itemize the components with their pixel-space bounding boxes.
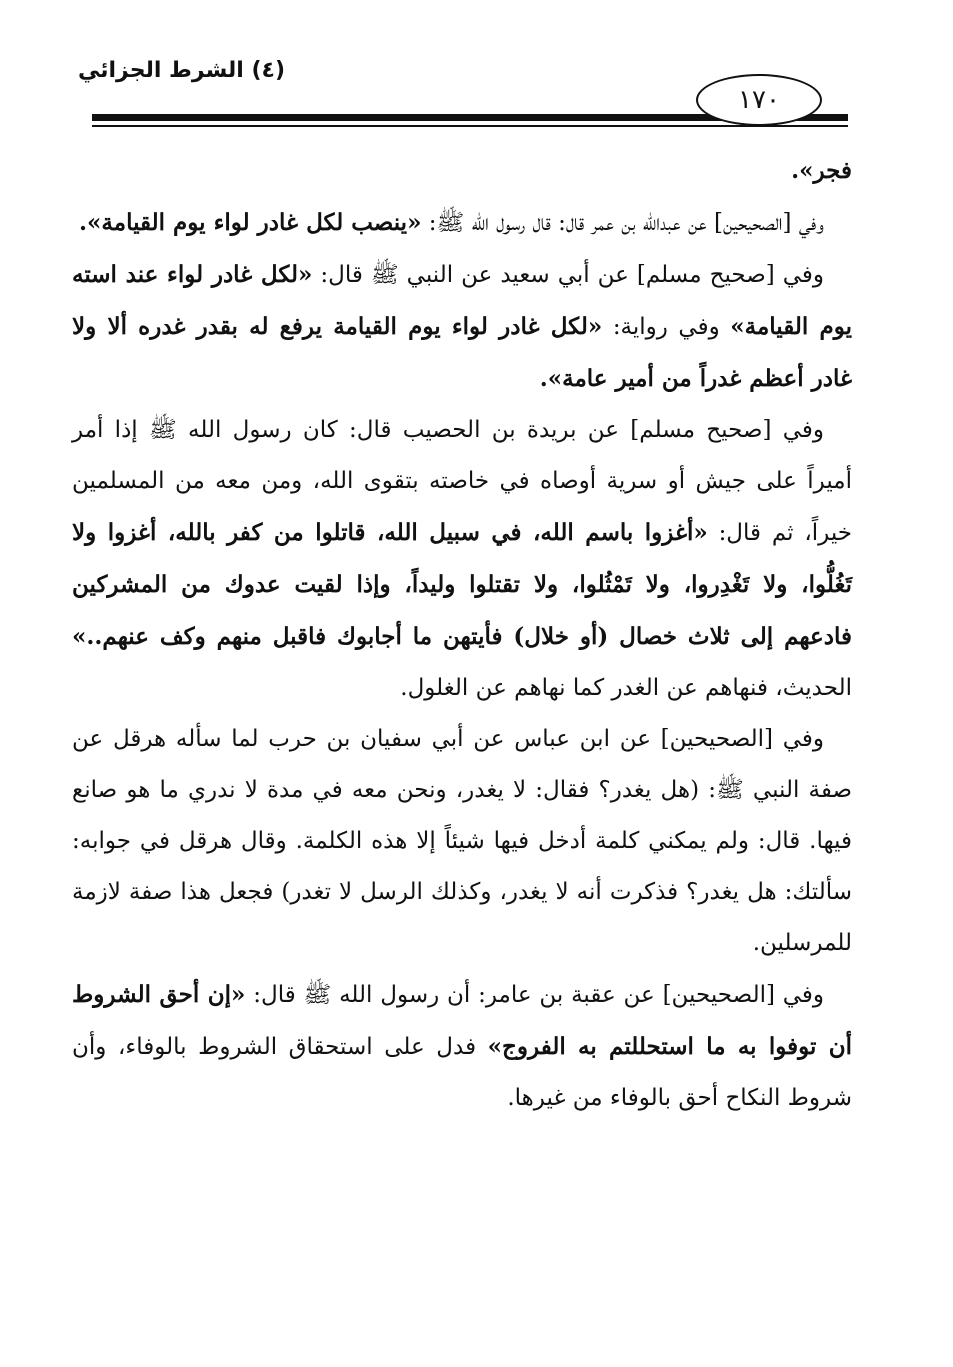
running-title: (٤) الشرط الجزائي (78, 58, 285, 83)
paragraph-3-hadith-1: «لكل غادر لواء عند استه يوم القيامة» (72, 261, 852, 340)
paragraph-5-text: وفي [الصحيحين] عن ابن عباس عن أبي سفيان بن حرب لما سأله هرقل عن صفة النبي ﷺ: (هل يغدر؟ فقال: لا يغدر، ونحن معه في مدة لا ندري ما هو صانع فيها. قال: ولم يمكني كلمة أدخل فيها شيئاً إلا هذه الكلمة. وقال هرقل في جوابه: سألتك: هل يغدر؟ فذكرت أنه لا يغدر، وكذلك الرسل لا تغدر) فجعل هذا صفة لازمة للمرسلين. (72, 726, 852, 956)
paragraph-4-text: وفي [صحيح مسلم] عن بريدة بن الحصيب قال: كان رسول الله ﷺ إذا أمر أميراً على جيش أو سرية أوصاه في خاصته بتقوى الله، ومن معه من المسلمين خيراً، ثم قال: (72, 417, 853, 546)
paragraph-1-text: فجر». (791, 157, 852, 184)
paragraph-3-hadith-2: «لكل غادر لواء يوم القيامة يرفع له بقدر غدره ألا ولا غادر أعظم غدراً من أمير عامة». (72, 313, 852, 392)
paragraph-5 (72, 714, 852, 969)
paragraph-4-after: الحديث، فنهاهم عن الغدر كما نهاهم عن الغلول. (400, 675, 852, 701)
paragraph-2 (72, 197, 852, 249)
paragraph-3-mid: وفي رواية: (612, 314, 720, 340)
page-number: ١٧٠ (696, 74, 822, 126)
header-rule-thin (92, 125, 848, 127)
paragraph-6-hadith: «إن أحق الشروط أن توفوا به ما استحللتم به الفروج» (72, 981, 852, 1060)
paragraph-3 (72, 249, 852, 405)
paragraph-6 (72, 969, 852, 1124)
paragraph-1 (72, 145, 852, 197)
paragraph-6-after: فدل على استحقاق الشروط بالوفاء، وأن شروط النكاح أحق بالوفاء من غيرها. (72, 1034, 852, 1111)
page-header (78, 52, 848, 132)
paragraph-3-text: وفي [صحيح مسلم] عن أبي سعيد عن النبي ﷺ قال: (320, 262, 825, 288)
paragraph-2-text: وفي [الصحيحين] عن عبدالله بن عمر قال: قال رسول الله ﷺ: (428, 210, 824, 236)
paragraph-4 (72, 405, 852, 714)
paragraph-6-text: وفي [الصحيحين] عن عقبة بن عامر: أن رسول الله ﷺ قال: (253, 982, 825, 1008)
paragraph-4-hadith: «أغزوا باسم الله، في سبيل الله، قاتلوا من كفر بالله، أغزوا ولا تَغُلُّوا، ولا تَغْدِروا، ولا تَمْثُلوا، ولا تقتلوا وليداً، وإذا لقيت عدوك من المشركين فادعهم إلى ثلاث خصال (أو خلال) فأيتهن ما أجابوك فاقبل منهم وكف عنهم..» (72, 519, 852, 650)
paragraph-2-hadith: «ينصب لكل غادر لواء يوم القيامة». (79, 209, 422, 236)
page-body (72, 145, 852, 1124)
